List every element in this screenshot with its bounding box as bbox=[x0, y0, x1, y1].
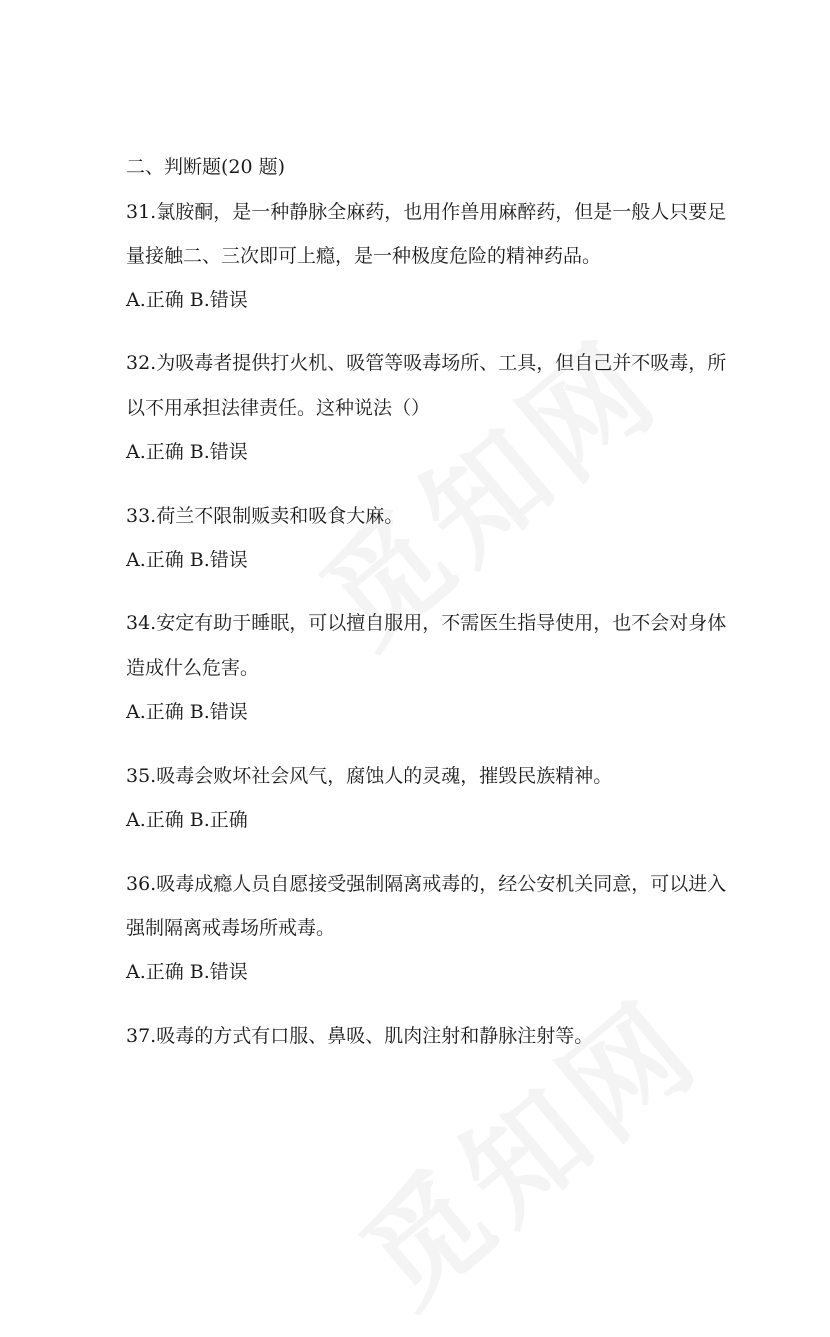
question-32-line-1: 32.为吸毒者提供打火机、吸管等吸毒场所、工具，但自己并不吸毒，所 bbox=[126, 352, 727, 374]
question-34-line-1: 34.安定有助于睡眠，可以擅自服用，不需医生指导使用，也不会对身体 bbox=[126, 612, 727, 634]
question-36-options: A.正确 B.错误 bbox=[126, 961, 248, 983]
question-34-line-2: 造成什么危害。 bbox=[126, 657, 260, 679]
question-31-line-2: 量接触二、三次即可上瘾，是一种极度危险的精神药品。 bbox=[126, 245, 602, 267]
question-35-options: A.正确 B.正确 bbox=[126, 809, 248, 831]
question-37-line-1: 37.吸毒的方式有口服、鼻吸、肌肉注射和静脉注射等。 bbox=[126, 1025, 594, 1047]
watermark bbox=[320, 955, 729, 1337]
question-33-options: A.正确 B.错误 bbox=[126, 549, 248, 571]
question-33-line-1: 33.荷兰不限制贩卖和吸食大麻。 bbox=[126, 505, 404, 527]
question-32-options: A.正确 B.错误 bbox=[126, 441, 248, 463]
question-35-line-1: 35.吸毒会败坏社会风气，腐蚀人的灵魂，摧毁民族精神。 bbox=[126, 765, 613, 787]
question-36-line-2: 强制隔离戒毒场所戒毒。 bbox=[126, 917, 336, 939]
question-31-line-1: 31.氯胺酮，是一种静脉全麻药，也用作兽用麻醉药，但是一般人只要足 bbox=[126, 201, 727, 223]
question-36-line-1: 36.吸毒成瘾人员自愿接受强制隔离戒毒的，经公安机关同意，可以进入 bbox=[126, 873, 727, 895]
question-34-options: A.正确 B.错误 bbox=[126, 701, 248, 723]
section-heading: 二、判断题(20 题) bbox=[126, 156, 286, 178]
question-31-options: A.正确 B.错误 bbox=[126, 289, 248, 311]
question-32-line-2: 以不用承担法律责任。这种说法（） bbox=[126, 397, 431, 419]
